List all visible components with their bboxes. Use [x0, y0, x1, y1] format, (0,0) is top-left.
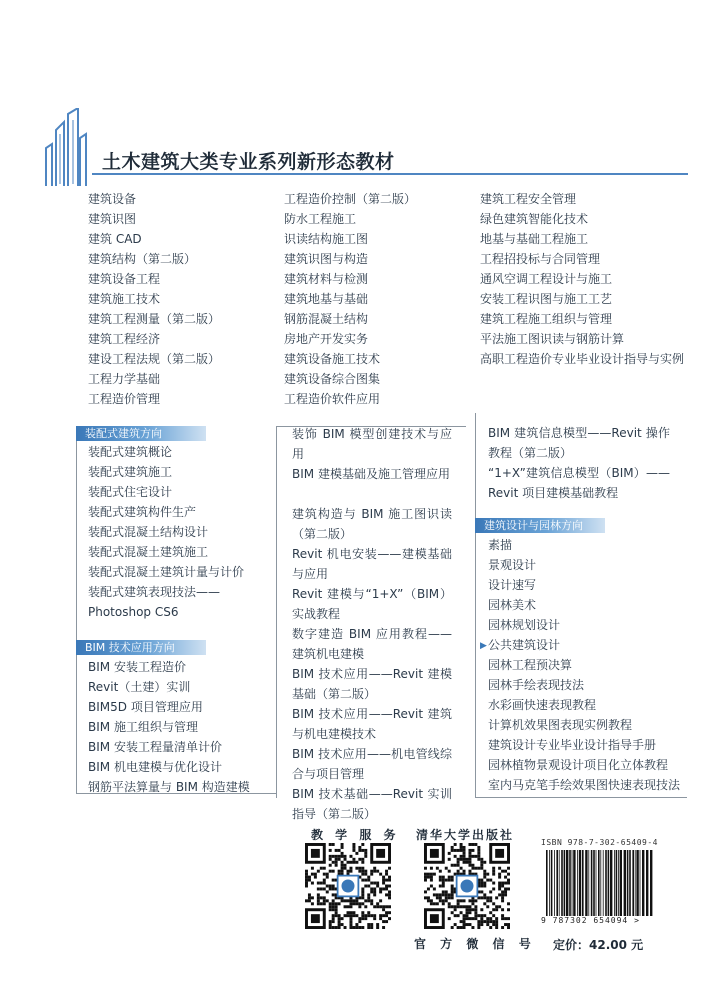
list-item: 装配式混凝土建筑计量与计价	[88, 565, 245, 579]
list-item: 计算机效果图表现实例教程	[488, 718, 633, 732]
list-item: 数字建造 BIM 应用教程——建筑机电建模	[292, 627, 452, 661]
list-item: BIM 技术基础——Revit 实训指导（第二版）	[292, 787, 452, 821]
list-item: 装配式混凝土结构设计	[88, 525, 209, 539]
triangle-marker-icon: ▶	[480, 641, 487, 651]
list-item: 水彩画快速表现教程	[488, 698, 597, 712]
list-item: 建筑工程施工组织与管理	[480, 312, 613, 326]
list-item: 建筑设备	[88, 192, 137, 206]
section-title-bim: BIM 技术应用方向	[76, 640, 206, 655]
list-item: 工程造价软件应用	[284, 392, 381, 406]
isbn-text: ISBN 978-7-302-65409-4	[541, 838, 658, 847]
list-item: 建筑设备工程	[88, 272, 161, 286]
list-item: 建筑设备施工技术	[284, 352, 381, 366]
price: 定价：42.00 元	[553, 938, 644, 952]
middle-box-border	[276, 426, 277, 798]
list-item: 装配式建筑表现技法——	[88, 585, 221, 599]
list-item: 识读结构施工图	[284, 232, 369, 246]
list-item: 装配式混凝土建筑施工	[88, 545, 209, 559]
list-item: 钢筋平法算量与 BIM 构造建模	[88, 780, 250, 794]
list-item: 建筑识图	[88, 212, 137, 226]
list-item: 建筑材料与检测	[284, 272, 369, 286]
list-item: 装配式建筑概论	[88, 445, 173, 459]
list-item: 钢筋混凝土结构	[284, 312, 369, 326]
list-item: 景观设计	[488, 558, 537, 572]
list-item: 装配式建筑构件生产	[88, 505, 197, 519]
list-item: BIM 技术应用——Revit 建筑与机电建模技术	[292, 707, 452, 741]
section-title-prefab: 装配式建筑方向	[76, 426, 206, 441]
list-item: Revit（土建）实训	[88, 680, 191, 694]
list-item: BIM 技术应用——机电管线综合与项目管理	[292, 747, 452, 781]
list-item: 建筑设计专业毕业设计指导手册	[488, 738, 657, 752]
list-item: 通风空调工程设计与施工	[480, 272, 613, 286]
list-item: 建筑设备综合图集	[284, 372, 381, 386]
list-item: BIM5D 项目管理应用	[88, 700, 203, 714]
qr-code-icon	[305, 843, 391, 929]
design-list	[488, 535, 680, 795]
top-list-col-a	[88, 189, 220, 409]
bim-list	[88, 657, 250, 797]
list-item: “1+X”建筑信息模型（BIM）——Revit 项目建模基础教程	[488, 466, 670, 500]
list-item: 园林手绘表现技法	[488, 678, 585, 692]
list-item: 室内马克笔手绘效果图快速表现技法	[488, 778, 681, 792]
list-item: Revit 机电安装——建模基础与应用	[292, 547, 452, 581]
list-item: 建设工程法规（第二版）	[88, 352, 221, 366]
list-item: 园林植物景观设计项目化立体教程	[488, 758, 669, 772]
list-item: 素描	[488, 538, 513, 552]
list-item: 园林规划设计	[488, 618, 561, 632]
list-item: 公共建筑设计	[488, 638, 561, 652]
list-item: 建筑地基与基础	[284, 292, 369, 306]
list-item: 建筑工程测量（第二版）	[88, 312, 221, 326]
list-item: BIM 机电建模与优化设计	[88, 760, 222, 774]
building-logo-icon	[42, 108, 88, 188]
right-box-bottom	[475, 797, 687, 798]
list-item: 安装工程识图与施工工艺	[480, 292, 613, 306]
list-item: 工程力学基础	[88, 372, 161, 386]
list-item: 建筑工程经济	[88, 332, 161, 346]
list-item: 房地产开发实务	[284, 332, 369, 346]
list-item: BIM 建筑信息模型——Revit 操作教程（第二版）	[488, 426, 670, 460]
qr-code-icon	[424, 843, 510, 929]
list-item: 装配式住宅设计	[88, 485, 173, 499]
list-item: 装饰 BIM 模型创建技术与应用	[292, 427, 452, 461]
middle-bim-list	[292, 424, 452, 824]
list-item: Photoshop CS6	[88, 605, 179, 619]
list-item: 园林工程预决算	[488, 658, 573, 672]
list-item: 装配式建筑施工	[88, 465, 173, 479]
list-item: 绿色建筑智能化技术	[480, 212, 589, 226]
list-item: BIM 施工组织与管理	[88, 720, 198, 734]
left-box-border	[76, 426, 77, 794]
list-item: 园林美术	[488, 598, 537, 612]
list-item: 工程造价控制（第二版）	[284, 192, 417, 206]
title-rule	[92, 173, 688, 175]
right-bim-list	[488, 423, 670, 503]
service-label: 教 学 服 务	[311, 828, 400, 842]
list-item: 地基与基础工程施工	[480, 232, 589, 246]
list-item: BIM 技术应用——Revit 建模基础（第二版）	[292, 667, 452, 701]
list-item: 建筑构造与 BIM 施工图识读（第二版）	[292, 507, 452, 541]
wechat-label: 官 方 微 信 号	[414, 937, 536, 951]
list-item: 高职工程造价专业毕业设计指导与实例	[480, 352, 685, 366]
list-item: 建筑施工技术	[88, 292, 161, 306]
publisher-name: 清华大学出版社	[416, 828, 515, 842]
right-box-border	[475, 413, 476, 798]
list-item: 平法施工图识读与钢筋计算	[480, 332, 625, 346]
top-list-col-c	[480, 189, 684, 369]
list-item: 建筑工程安全管理	[480, 192, 577, 206]
section-title-design: 建筑设计与园林方向	[475, 518, 605, 533]
list-item: BIM 安装工程量清单计价	[88, 740, 222, 754]
list-item: 建筑 CAD	[88, 232, 142, 246]
list-item: 工程造价管理	[88, 392, 161, 406]
list-item: BIM 安装工程造价	[88, 660, 186, 674]
prefab-list	[88, 442, 244, 622]
list-item: Revit 建模与“1+X”（BIM）实战教程	[292, 587, 452, 621]
list-item: 建筑结构（第二版）	[88, 252, 197, 266]
list-item: 建筑识图与构造	[284, 252, 369, 266]
list-item: BIM 建模基础及施工管理应用	[292, 467, 450, 481]
series-title: 土木建筑大类专业系列新形态教材	[102, 151, 395, 173]
list-item: 工程招投标与合同管理	[480, 252, 601, 266]
barcode-digits: 9 787302 654094 >	[541, 916, 640, 925]
list-item: 防水工程施工	[284, 212, 357, 226]
top-list-col-b	[284, 189, 416, 409]
list-item: 设计速写	[488, 578, 537, 592]
